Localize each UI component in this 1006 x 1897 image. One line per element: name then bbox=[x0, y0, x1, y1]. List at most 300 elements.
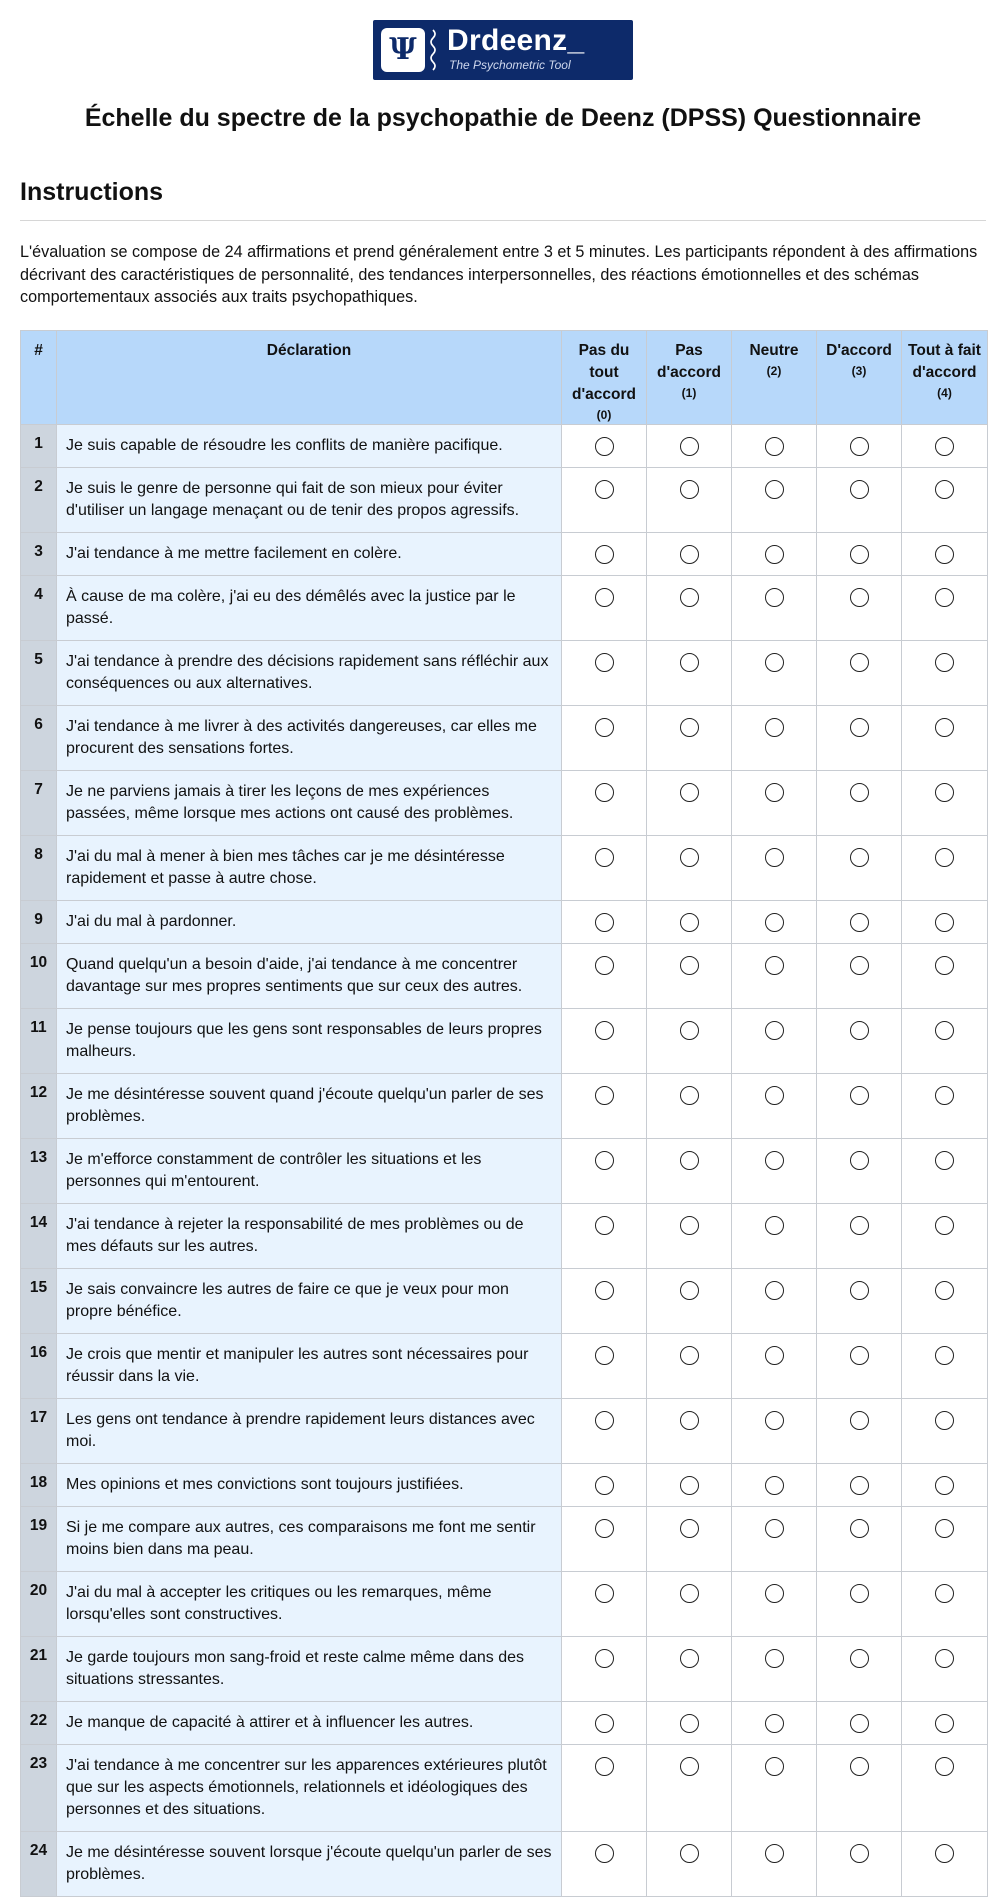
option-cell bbox=[647, 1464, 732, 1507]
option-cell bbox=[647, 944, 732, 1009]
radio-option-3[interactable] bbox=[850, 480, 869, 499]
option-cell bbox=[732, 576, 817, 641]
divider bbox=[20, 220, 986, 221]
logo-tagline: The Psychometric Tool bbox=[449, 58, 571, 72]
option-cell bbox=[817, 1139, 902, 1204]
radio-option-4[interactable] bbox=[935, 480, 954, 499]
row-statement: Je manque de capacité à attirer et à influencer les autres. bbox=[57, 1702, 562, 1745]
option-cell bbox=[817, 836, 902, 901]
radio-option-4[interactable] bbox=[935, 1584, 954, 1603]
option-cell bbox=[817, 533, 902, 576]
option-cell bbox=[732, 1009, 817, 1074]
radio-option-2[interactable] bbox=[765, 588, 784, 607]
radio-option-2[interactable] bbox=[765, 783, 784, 802]
option-cell bbox=[817, 1009, 902, 1074]
row-statement: J'ai tendance à me concentrer sur les apparences extérieures plutôt que sur les aspects émotionnels, relationnels et idéologiques des personnes et des situations. bbox=[57, 1745, 562, 1832]
table-row bbox=[21, 425, 988, 468]
radio-option-3[interactable] bbox=[850, 1476, 869, 1495]
table-row bbox=[21, 1009, 988, 1074]
option-cell bbox=[732, 425, 817, 468]
radio-option-1[interactable] bbox=[680, 1519, 699, 1538]
radio-option-0[interactable] bbox=[595, 1281, 614, 1300]
radio-option-2[interactable] bbox=[765, 1281, 784, 1300]
radio-option-3[interactable] bbox=[850, 437, 869, 456]
table-row bbox=[21, 1572, 988, 1637]
radio-option-4[interactable] bbox=[935, 1411, 954, 1430]
option-cell bbox=[817, 1702, 902, 1745]
option-score: (4) bbox=[937, 386, 952, 400]
radio-option-2[interactable] bbox=[765, 1216, 784, 1235]
table-row bbox=[21, 706, 988, 771]
radio-option-2[interactable] bbox=[765, 480, 784, 499]
option-cell bbox=[647, 1334, 732, 1399]
radio-option-1[interactable] bbox=[680, 956, 699, 975]
table-row bbox=[21, 1637, 988, 1702]
radio-option-3[interactable] bbox=[850, 1584, 869, 1603]
option-cell bbox=[647, 706, 732, 771]
radio-option-0[interactable] bbox=[595, 1476, 614, 1495]
radio-option-4[interactable] bbox=[935, 1151, 954, 1170]
radio-option-0[interactable] bbox=[595, 718, 614, 737]
radio-option-0[interactable] bbox=[595, 1757, 614, 1776]
option-cell bbox=[732, 468, 817, 533]
option-cell bbox=[647, 533, 732, 576]
row-number: 11 bbox=[21, 1009, 57, 1074]
option-cell bbox=[902, 1204, 988, 1269]
option-score: (1) bbox=[681, 386, 697, 400]
option-cell bbox=[902, 425, 988, 468]
option-cell bbox=[902, 1507, 988, 1572]
option-cell bbox=[732, 901, 817, 944]
radio-option-3[interactable] bbox=[850, 913, 869, 932]
radio-option-4[interactable] bbox=[935, 1714, 954, 1733]
radio-option-3[interactable] bbox=[850, 956, 869, 975]
radio-option-2[interactable] bbox=[765, 1757, 784, 1776]
radio-option-2[interactable] bbox=[765, 848, 784, 867]
option-cell bbox=[647, 836, 732, 901]
row-number: 6 bbox=[21, 706, 57, 771]
radio-option-2[interactable] bbox=[765, 1844, 784, 1863]
option-cell bbox=[902, 1464, 988, 1507]
option-cell bbox=[732, 1637, 817, 1702]
radio-option-3[interactable] bbox=[850, 1714, 869, 1733]
radio-option-4[interactable] bbox=[935, 545, 954, 564]
radio-option-3[interactable] bbox=[850, 1346, 869, 1365]
radio-option-2[interactable] bbox=[765, 1476, 784, 1495]
radio-option-3[interactable] bbox=[850, 1411, 869, 1430]
row-statement: J'ai du mal à pardonner. bbox=[57, 901, 562, 944]
radio-option-1[interactable] bbox=[680, 913, 699, 932]
radio-option-2[interactable] bbox=[765, 956, 784, 975]
row-statement: Je suis le genre de personne qui fait de son mieux pour éviter d'utiliser un langage menaçant ou de tenir des propos agressifs. bbox=[57, 468, 562, 533]
radio-option-1[interactable] bbox=[680, 480, 699, 499]
row-number: 7 bbox=[21, 771, 57, 836]
radio-option-4[interactable] bbox=[935, 1844, 954, 1863]
radio-option-4[interactable] bbox=[935, 913, 954, 932]
option-cell bbox=[732, 1464, 817, 1507]
option-cell bbox=[902, 641, 988, 706]
table-row bbox=[21, 1832, 988, 1897]
radio-option-2[interactable] bbox=[765, 718, 784, 737]
option-cell bbox=[562, 1139, 647, 1204]
row-statement: À cause de ma colère, j'ai eu des démêlés avec la justice par le passé. bbox=[57, 576, 562, 641]
row-statement: J'ai tendance à rejeter la responsabilité de mes problèmes ou de mes défauts sur les autres. bbox=[57, 1204, 562, 1269]
option-cell bbox=[902, 1334, 988, 1399]
option-cell bbox=[562, 1399, 647, 1464]
radio-option-1[interactable] bbox=[680, 1021, 699, 1040]
option-cell bbox=[647, 1399, 732, 1464]
header-option-0 bbox=[562, 331, 647, 425]
radio-option-4[interactable] bbox=[935, 1649, 954, 1668]
radio-option-0[interactable] bbox=[595, 783, 614, 802]
option-cell bbox=[902, 533, 988, 576]
row-statement: Je garde toujours mon sang-froid et reste calme même dans des situations stressantes. bbox=[57, 1637, 562, 1702]
radio-option-2[interactable] bbox=[765, 1584, 784, 1603]
radio-option-4[interactable] bbox=[935, 956, 954, 975]
row-number: 3 bbox=[21, 533, 57, 576]
option-cell bbox=[732, 533, 817, 576]
option-cell bbox=[817, 1074, 902, 1139]
radio-option-2[interactable] bbox=[765, 653, 784, 672]
option-cell bbox=[817, 1507, 902, 1572]
option-cell bbox=[732, 1269, 817, 1334]
radio-option-1[interactable] bbox=[680, 783, 699, 802]
radio-option-1[interactable] bbox=[680, 1086, 699, 1105]
table-row bbox=[21, 1334, 988, 1399]
radio-option-4[interactable] bbox=[935, 783, 954, 802]
option-cell bbox=[647, 1009, 732, 1074]
radio-option-3[interactable] bbox=[850, 653, 869, 672]
option-cell bbox=[562, 641, 647, 706]
radio-option-3[interactable] bbox=[850, 1086, 869, 1105]
row-statement: Je me désintéresse souvent lorsque j'écoute quelqu'un parler de ses problèmes. bbox=[57, 1832, 562, 1897]
logo-container bbox=[0, 20, 1006, 85]
row-number: 17 bbox=[21, 1399, 57, 1464]
radio-option-3[interactable] bbox=[850, 1757, 869, 1776]
option-label: Pas du tout d'accord bbox=[572, 342, 636, 403]
option-cell bbox=[902, 1702, 988, 1745]
radio-option-1[interactable] bbox=[680, 1151, 699, 1170]
option-label: Tout à fait d'accord bbox=[908, 342, 981, 381]
row-number: 5 bbox=[21, 641, 57, 706]
radio-option-3[interactable] bbox=[850, 588, 869, 607]
option-cell bbox=[732, 1074, 817, 1139]
option-cell bbox=[817, 1464, 902, 1507]
radio-option-0[interactable] bbox=[595, 1519, 614, 1538]
radio-option-1[interactable] bbox=[680, 545, 699, 564]
option-cell bbox=[562, 1269, 647, 1334]
radio-option-3[interactable] bbox=[850, 545, 869, 564]
option-cell bbox=[732, 1139, 817, 1204]
option-cell bbox=[647, 1269, 732, 1334]
option-cell bbox=[562, 533, 647, 576]
option-cell bbox=[817, 1269, 902, 1334]
row-statement: Je suis capable de résoudre les conflits de manière pacifique. bbox=[57, 425, 562, 468]
option-cell bbox=[562, 706, 647, 771]
radio-option-0[interactable] bbox=[595, 588, 614, 607]
option-cell bbox=[817, 1572, 902, 1637]
option-cell bbox=[647, 1507, 732, 1572]
row-statement: Je crois que mentir et manipuler les autres sont nécessaires pour réussir dans la vie. bbox=[57, 1334, 562, 1399]
page-title: Échelle du spectre de la psychopathie de Deenz (DPSS) Questionnaire bbox=[84, 104, 922, 132]
option-cell bbox=[562, 1507, 647, 1572]
option-cell bbox=[902, 836, 988, 901]
option-cell bbox=[732, 641, 817, 706]
option-cell bbox=[647, 1074, 732, 1139]
option-cell bbox=[562, 1204, 647, 1269]
radio-option-1[interactable] bbox=[680, 653, 699, 672]
option-cell bbox=[902, 1269, 988, 1334]
radio-option-1[interactable] bbox=[680, 1584, 699, 1603]
radio-option-1[interactable] bbox=[680, 1216, 699, 1235]
radio-option-1[interactable] bbox=[680, 718, 699, 737]
option-cell bbox=[562, 944, 647, 1009]
option-cell bbox=[647, 1832, 732, 1897]
option-cell bbox=[647, 1572, 732, 1637]
radio-option-0[interactable] bbox=[595, 956, 614, 975]
option-cell bbox=[817, 771, 902, 836]
radio-option-0[interactable] bbox=[595, 913, 614, 932]
table-row bbox=[21, 1074, 988, 1139]
row-number: 24 bbox=[21, 1832, 57, 1897]
radio-option-4[interactable] bbox=[935, 1216, 954, 1235]
radio-option-3[interactable] bbox=[850, 1151, 869, 1170]
row-statement: J'ai tendance à me mettre facilement en colère. bbox=[57, 533, 562, 576]
radio-option-2[interactable] bbox=[765, 437, 784, 456]
radio-option-0[interactable] bbox=[595, 1411, 614, 1430]
radio-option-1[interactable] bbox=[680, 1346, 699, 1365]
radio-option-2[interactable] bbox=[765, 545, 784, 564]
option-cell bbox=[902, 1074, 988, 1139]
header-option-2 bbox=[732, 331, 817, 425]
option-cell bbox=[902, 1399, 988, 1464]
radio-option-2[interactable] bbox=[765, 1519, 784, 1538]
header-statement: Déclaration bbox=[57, 331, 562, 425]
radio-option-1[interactable] bbox=[680, 1844, 699, 1863]
radio-option-3[interactable] bbox=[850, 848, 869, 867]
radio-option-1[interactable] bbox=[680, 1411, 699, 1430]
header-option-3 bbox=[817, 331, 902, 425]
option-cell bbox=[562, 1074, 647, 1139]
option-score: (0) bbox=[596, 408, 612, 422]
row-number: 20 bbox=[21, 1572, 57, 1637]
radio-option-4[interactable] bbox=[935, 437, 954, 456]
option-cell bbox=[902, 901, 988, 944]
radio-option-0[interactable] bbox=[595, 1151, 614, 1170]
row-statement: J'ai tendance à me livrer à des activités dangereuses, car elles me procurent des sensations fortes. bbox=[57, 706, 562, 771]
row-number: 21 bbox=[21, 1637, 57, 1702]
option-cell bbox=[562, 1572, 647, 1637]
table-row bbox=[21, 576, 988, 641]
radio-option-0[interactable] bbox=[595, 545, 614, 564]
option-cell bbox=[732, 1745, 817, 1832]
option-cell bbox=[817, 641, 902, 706]
option-cell bbox=[732, 1702, 817, 1745]
option-cell bbox=[562, 771, 647, 836]
row-number: 4 bbox=[21, 576, 57, 641]
radio-option-3[interactable] bbox=[850, 783, 869, 802]
radio-option-2[interactable] bbox=[765, 1021, 784, 1040]
radio-option-1[interactable] bbox=[680, 1476, 699, 1495]
table-header-row bbox=[21, 331, 988, 425]
row-number: 1 bbox=[21, 425, 57, 468]
table-row bbox=[21, 1702, 988, 1745]
option-cell bbox=[732, 1572, 817, 1637]
row-statement: Je sais convaincre les autres de faire ce que je veux pour mon propre bénéfice. bbox=[57, 1269, 562, 1334]
option-cell bbox=[732, 1204, 817, 1269]
radio-option-3[interactable] bbox=[850, 1281, 869, 1300]
option-cell bbox=[902, 706, 988, 771]
radio-option-1[interactable] bbox=[680, 588, 699, 607]
option-cell bbox=[732, 771, 817, 836]
radio-option-3[interactable] bbox=[850, 1021, 869, 1040]
option-cell bbox=[902, 468, 988, 533]
row-number: 23 bbox=[21, 1745, 57, 1832]
table-row bbox=[21, 533, 988, 576]
option-cell bbox=[562, 836, 647, 901]
row-statement: Si je me compare aux autres, ces comparaisons me font me sentir moins bien dans ma peau. bbox=[57, 1507, 562, 1572]
radio-option-2[interactable] bbox=[765, 1411, 784, 1430]
option-cell bbox=[732, 944, 817, 1009]
option-cell bbox=[817, 944, 902, 1009]
row-statement: Quand quelqu'un a besoin d'aide, j'ai tendance à me concentrer davantage sur mes propres sentiments que sur ceux des autres. bbox=[57, 944, 562, 1009]
table-row bbox=[21, 771, 988, 836]
radio-option-3[interactable] bbox=[850, 718, 869, 737]
radio-option-0[interactable] bbox=[595, 1216, 614, 1235]
option-cell bbox=[647, 1745, 732, 1832]
radio-option-4[interactable] bbox=[935, 1519, 954, 1538]
radio-option-1[interactable] bbox=[680, 1714, 699, 1733]
radio-option-3[interactable] bbox=[850, 1216, 869, 1235]
table-row bbox=[21, 1507, 988, 1572]
option-cell bbox=[902, 771, 988, 836]
header-option-4 bbox=[902, 331, 988, 425]
radio-option-1[interactable] bbox=[680, 1757, 699, 1776]
row-number: 14 bbox=[21, 1204, 57, 1269]
radio-option-1[interactable] bbox=[680, 1649, 699, 1668]
option-cell bbox=[562, 425, 647, 468]
option-cell bbox=[647, 771, 732, 836]
table-row bbox=[21, 901, 988, 944]
row-number: 8 bbox=[21, 836, 57, 901]
radio-option-0[interactable] bbox=[595, 1649, 614, 1668]
instructions-heading: Instructions bbox=[20, 178, 164, 206]
option-cell bbox=[902, 1637, 988, 1702]
row-statement: Je m'efforce constamment de contrôler les situations et les personnes qui m'entourent. bbox=[57, 1139, 562, 1204]
radio-option-1[interactable] bbox=[680, 1281, 699, 1300]
radio-option-3[interactable] bbox=[850, 1519, 869, 1538]
radio-option-4[interactable] bbox=[935, 1346, 954, 1365]
questionnaire-table bbox=[20, 330, 988, 1897]
option-cell bbox=[817, 425, 902, 468]
radio-option-2[interactable] bbox=[765, 1649, 784, 1668]
option-cell bbox=[647, 1139, 732, 1204]
radio-option-0[interactable] bbox=[595, 1021, 614, 1040]
row-statement: J'ai du mal à accepter les critiques ou les remarques, même lorsqu'elles sont constructives. bbox=[57, 1572, 562, 1637]
radio-option-3[interactable] bbox=[850, 1844, 869, 1863]
radio-option-4[interactable] bbox=[935, 848, 954, 867]
option-cell bbox=[732, 1507, 817, 1572]
option-cell bbox=[562, 1702, 647, 1745]
table-row bbox=[21, 1745, 988, 1832]
option-cell bbox=[817, 1334, 902, 1399]
radio-option-4[interactable] bbox=[935, 653, 954, 672]
row-number: 16 bbox=[21, 1334, 57, 1399]
option-cell bbox=[902, 1832, 988, 1897]
row-number: 15 bbox=[21, 1269, 57, 1334]
option-label: Pas d'accord bbox=[657, 342, 721, 381]
row-number: 22 bbox=[21, 1702, 57, 1745]
table-row bbox=[21, 641, 988, 706]
option-cell bbox=[902, 1139, 988, 1204]
table-row bbox=[21, 1139, 988, 1204]
option-cell bbox=[902, 576, 988, 641]
radio-option-4[interactable] bbox=[935, 1476, 954, 1495]
table-row bbox=[21, 1269, 988, 1334]
option-cell bbox=[647, 901, 732, 944]
radio-option-0[interactable] bbox=[595, 653, 614, 672]
option-cell bbox=[562, 901, 647, 944]
radio-option-2[interactable] bbox=[765, 1346, 784, 1365]
header-option-1 bbox=[647, 331, 732, 425]
option-cell bbox=[562, 468, 647, 533]
option-cell bbox=[647, 425, 732, 468]
radio-option-4[interactable] bbox=[935, 1281, 954, 1300]
option-cell bbox=[562, 1334, 647, 1399]
option-cell bbox=[817, 576, 902, 641]
table-row bbox=[21, 1464, 988, 1507]
radio-option-0[interactable] bbox=[595, 848, 614, 867]
radio-option-1[interactable] bbox=[680, 437, 699, 456]
radio-option-4[interactable] bbox=[935, 1086, 954, 1105]
row-number: 18 bbox=[21, 1464, 57, 1507]
radio-option-0[interactable] bbox=[595, 1844, 614, 1863]
radio-option-4[interactable] bbox=[935, 718, 954, 737]
row-number: 12 bbox=[21, 1074, 57, 1139]
row-number: 10 bbox=[21, 944, 57, 1009]
option-cell bbox=[817, 1832, 902, 1897]
table-row bbox=[21, 1204, 988, 1269]
row-statement: Mes opinions et mes convictions sont toujours justifiées. bbox=[57, 1464, 562, 1507]
radio-option-0[interactable] bbox=[595, 1346, 614, 1365]
radio-option-2[interactable] bbox=[765, 1151, 784, 1170]
radio-option-4[interactable] bbox=[935, 588, 954, 607]
option-cell bbox=[902, 1745, 988, 1832]
radio-option-4[interactable] bbox=[935, 1021, 954, 1040]
option-cell bbox=[732, 1399, 817, 1464]
radio-option-1[interactable] bbox=[680, 848, 699, 867]
option-cell bbox=[817, 901, 902, 944]
option-label: Neutre bbox=[749, 342, 799, 359]
radio-option-0[interactable] bbox=[595, 1714, 614, 1733]
radio-option-0[interactable] bbox=[595, 480, 614, 499]
radio-option-2[interactable] bbox=[765, 1714, 784, 1733]
radio-option-2[interactable] bbox=[765, 913, 784, 932]
radio-option-4[interactable] bbox=[935, 1757, 954, 1776]
radio-option-0[interactable] bbox=[595, 1584, 614, 1603]
radio-option-3[interactable] bbox=[850, 1649, 869, 1668]
option-cell bbox=[732, 706, 817, 771]
radio-option-0[interactable] bbox=[595, 1086, 614, 1105]
row-statement: Je pense toujours que les gens sont responsables de leurs propres malheurs. bbox=[57, 1009, 562, 1074]
option-cell bbox=[732, 836, 817, 901]
option-cell bbox=[732, 1832, 817, 1897]
option-cell bbox=[902, 1009, 988, 1074]
option-cell bbox=[817, 1399, 902, 1464]
option-cell bbox=[647, 468, 732, 533]
radio-option-2[interactable] bbox=[765, 1086, 784, 1105]
radio-option-0[interactable] bbox=[595, 437, 614, 456]
